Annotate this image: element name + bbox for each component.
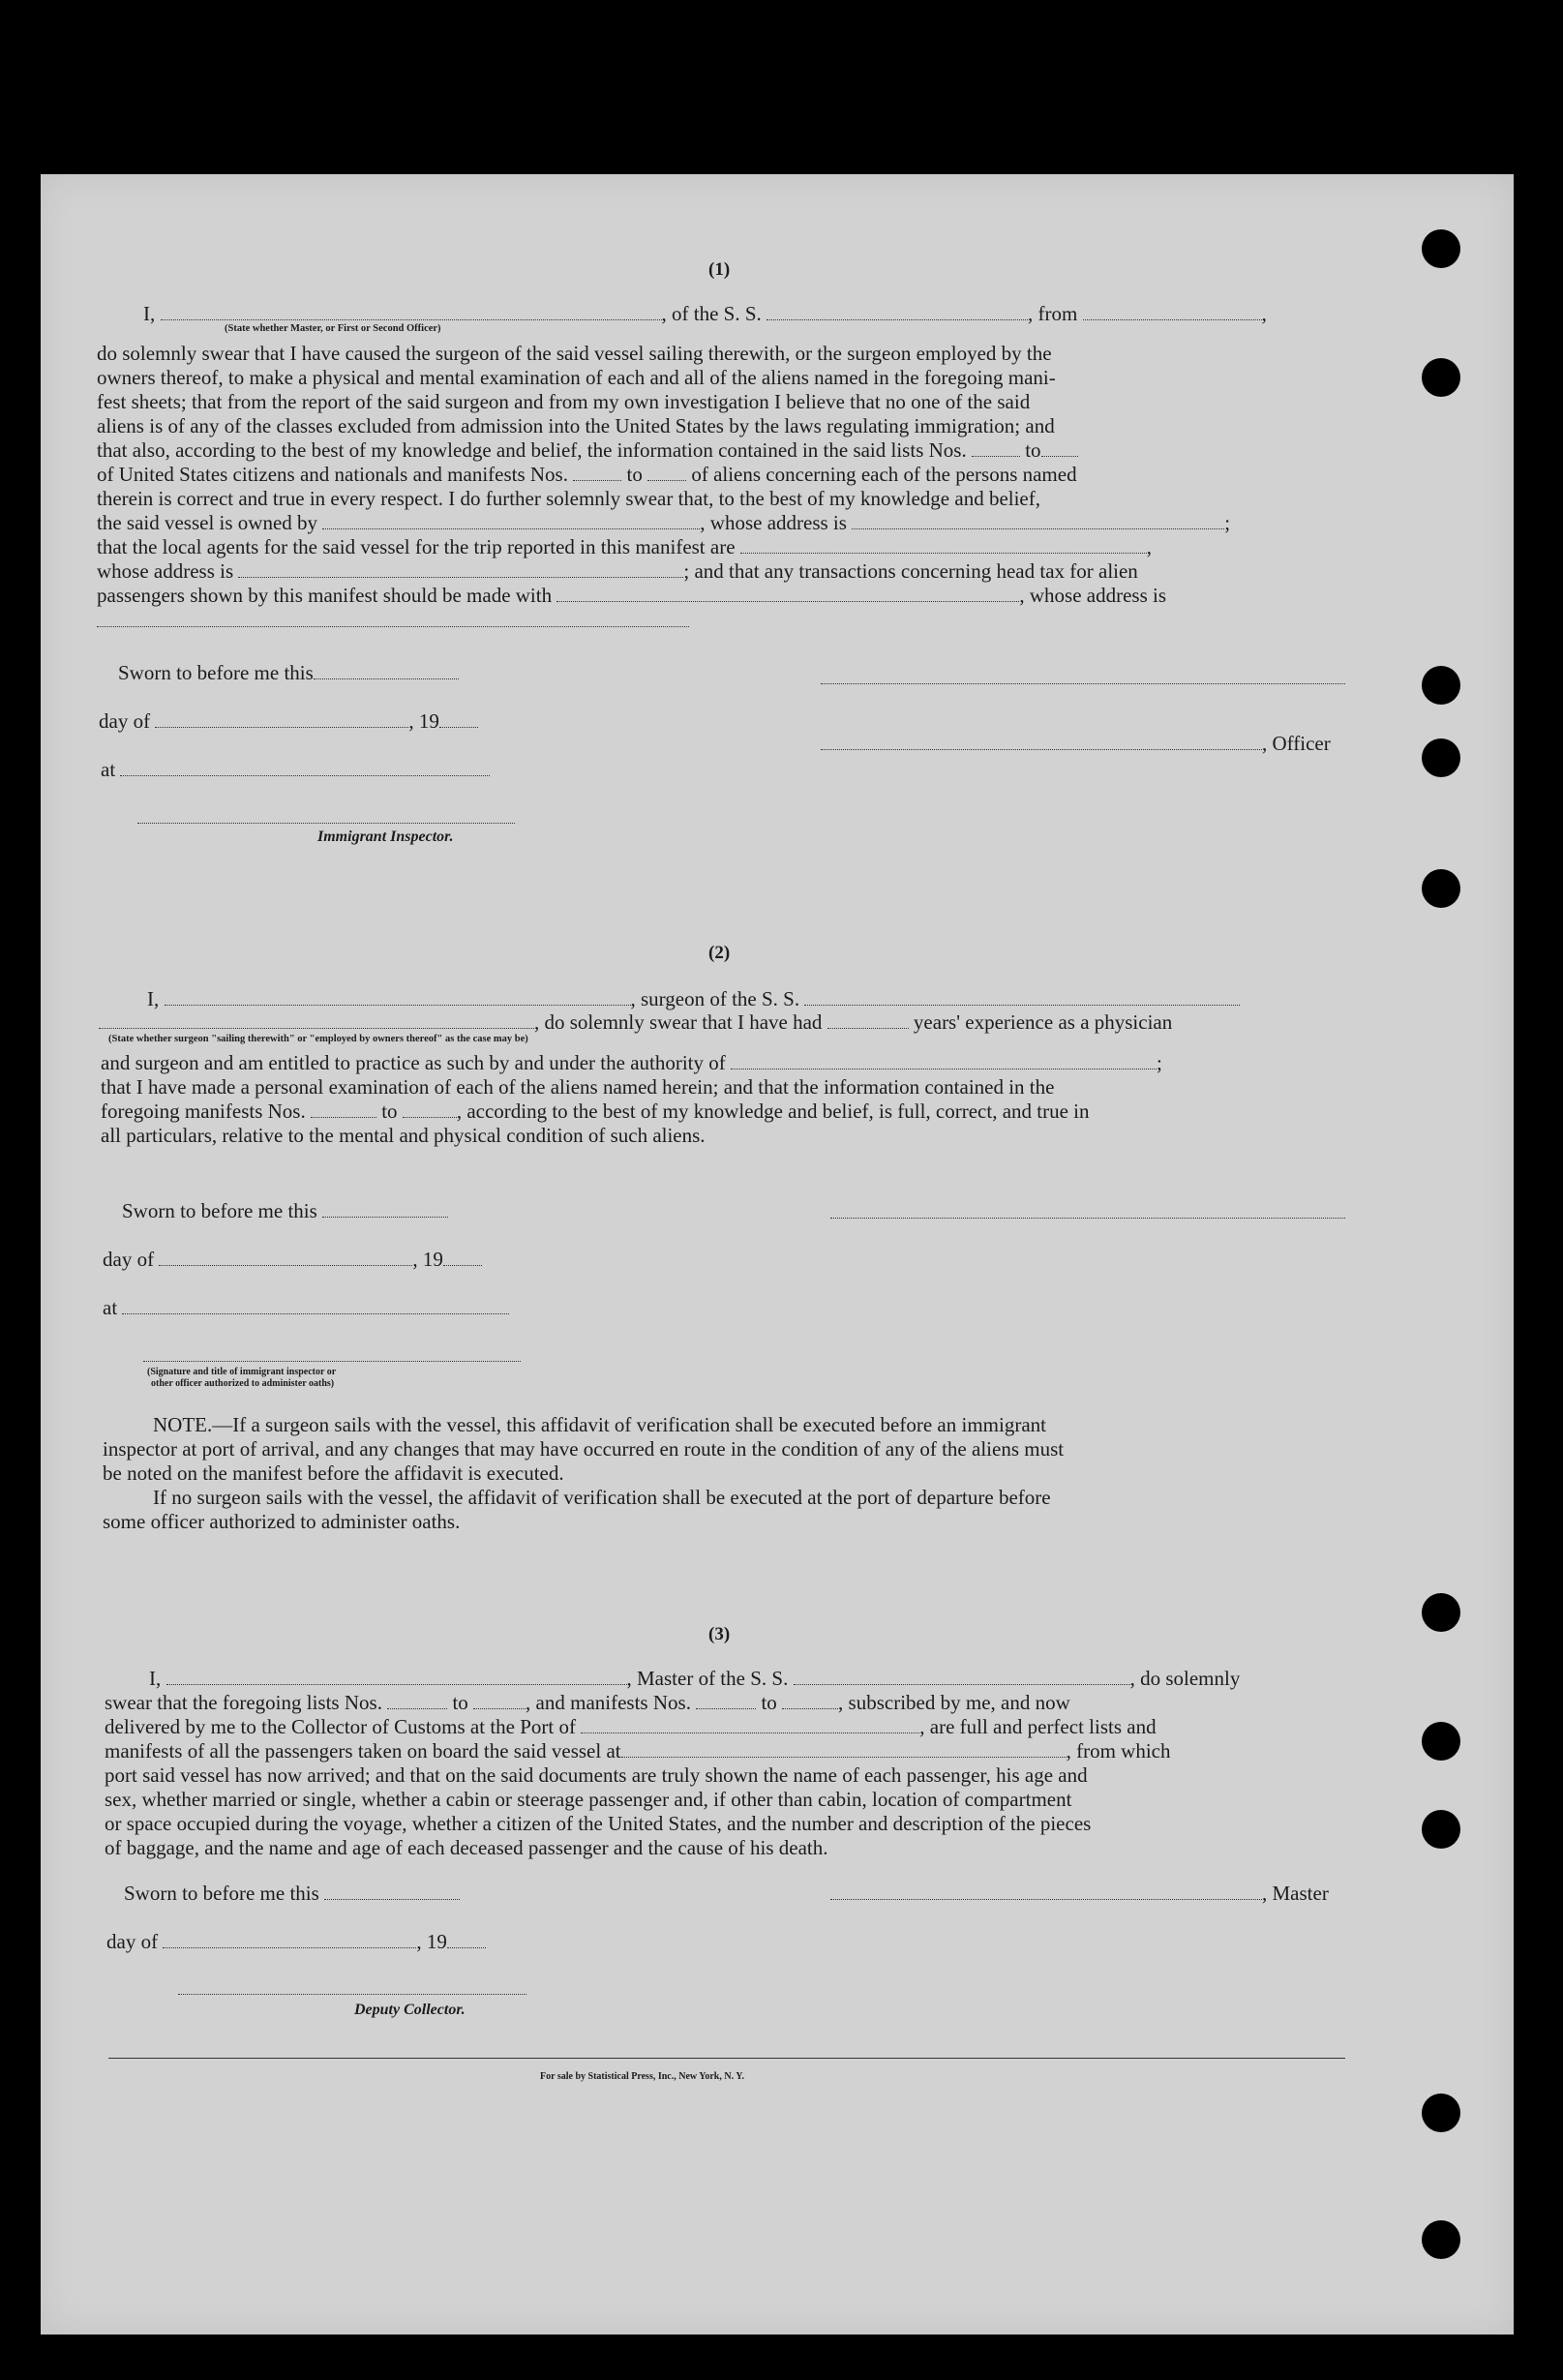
punch-hole xyxy=(1422,229,1460,268)
s1-para-line-6: of United States citizens and nationals and manifests Nos. to of aliens concerning each of the persons named xyxy=(97,463,1077,486)
s3-line-4: manifests of all the passengers taken on board the said vessel at , from which xyxy=(105,1739,1171,1762)
s3-day-of: day of , 19 xyxy=(106,1930,486,1953)
section-1-number: (1) xyxy=(708,259,731,280)
s2-para-line-1: and surgeon and am entitled to practice as such by and under the authority of ; xyxy=(101,1051,1162,1074)
s3-line-3: delivered by me to the Collector of Customs at the Port of , are full and perfect lists and xyxy=(105,1715,1157,1738)
s1-inspector-signature-line xyxy=(137,823,515,824)
s1-para-line-1: do solemnly swear that I have caused the surgeon of the said vessel sailing therewith, or the surgeon employed by the xyxy=(97,342,1052,365)
footer-imprint: For sale by Statistical Press, Inc., New York, N. Y. xyxy=(540,2071,745,2082)
s1-para-line-7: therein is correct and true in every respect. I do further solemnly swear that, to the best of my knowledge and belief, xyxy=(97,487,1040,510)
s2-surgeon-note: (State whether surgeon "sailing therewith" or "employed by owners thereof" as the case may be) xyxy=(108,1034,528,1044)
s3-sworn: Sworn to before me this xyxy=(124,1882,460,1905)
punch-hole xyxy=(1422,1810,1460,1849)
footer-rule xyxy=(108,2058,1345,2059)
punch-hole xyxy=(1422,2094,1460,2132)
s1-para-line-5: that also, according to the best of my knowledge and belief, the information contained in the said lists Nos. to xyxy=(97,438,1078,462)
s2-officer-signature-line xyxy=(143,1361,521,1362)
s3-para-line-3: or space occupied during the voyage, whether a citizen of the United States, and the number and description of the pieces xyxy=(105,1812,1092,1835)
punch-hole xyxy=(1422,738,1460,777)
s2-surgeon-signature-line xyxy=(830,1218,1345,1219)
s1-para-line-3: fest sheets; that from the report of the said surgeon and from my own investigation I believe that no one of the said xyxy=(97,390,1031,413)
s3-para-line-1: port said vessel has now arrived; and that on the said documents are truly shown the name of each passenger, his age and xyxy=(105,1763,1088,1787)
s2-para-line-4: all particulars, relative to the mental and physical condition of such aliens. xyxy=(101,1124,706,1147)
s3-collector-signature-line xyxy=(178,1994,526,1995)
s1-sworn: Sworn to before me this xyxy=(118,661,459,684)
s1-para-line-8: the said vessel is owned by , whose address is ; xyxy=(97,511,1231,534)
s1-para-line-4: aliens is of any of the classes excluded from admission into the United States by the laws regulating immigration; and xyxy=(97,414,1055,437)
s2-note-line-2: inspector at port of arrival, and any changes that may have occurred en route in the condition of any of the aliens must xyxy=(103,1437,1065,1461)
s3-line-2: swear that the foregoing lists Nos. to , and manifests Nos. to , subscribed by me, and now xyxy=(105,1691,1070,1714)
s2-note-line-1: NOTE.—If a surgeon sails with the vessel, this affidavit of verification shall be executed before an immigrant xyxy=(153,1413,1046,1436)
punch-hole xyxy=(1422,2220,1460,2259)
form-page xyxy=(41,174,1514,2335)
s2-note-line-4: If no surgeon sails with the vessel, the affidavit of verification shall be executed at the port of departure before xyxy=(153,1486,1051,1509)
s1-address-blank xyxy=(97,626,689,627)
s1-para-line-11: passengers shown by this manifest should be made with , whose address is xyxy=(97,584,1167,607)
s3-master-signature: , Master xyxy=(830,1882,1329,1905)
s2-sworn: Sworn to before me this xyxy=(122,1199,448,1222)
s2-at: at xyxy=(103,1296,509,1319)
section-2-number: (2) xyxy=(708,943,731,963)
punch-hole xyxy=(1422,666,1460,705)
s2-note-line-5: some officer authorized to administer oaths. xyxy=(103,1510,461,1533)
s2-line-1: I, , surgeon of the S. S. xyxy=(147,987,1240,1010)
s3-collector-caption: Deputy Collector. xyxy=(354,2002,466,2018)
s3-line-1: I, , Master of the S. S. , do solemnly xyxy=(149,1667,1241,1690)
s1-line-1: I, , of the S. S. , from , xyxy=(143,302,1267,325)
s2-para-line-3: foregoing manifests Nos. to , according to the best of my knowledge and belief, is full, correct, and true in xyxy=(101,1100,1090,1123)
s1-officer-signature: , Officer xyxy=(821,732,1331,755)
s2-signature-note-1: (Signature and title of immigrant inspector or xyxy=(147,1367,337,1377)
s1-at: at xyxy=(101,758,490,781)
s2-signature-note-2: other officer authorized to administer oaths) xyxy=(151,1378,335,1389)
s3-para-line-2: sex, whether married or single, whether a cabin or steerage passenger and, if other than cabin, location of compartment xyxy=(105,1788,1072,1811)
s1-signature-line-1 xyxy=(821,683,1345,684)
s2-para-line-2: that I have made a personal examination of each of the aliens named herein; and that the information contained in the xyxy=(101,1075,1055,1099)
s1-para-line-10: whose address is ; and that any transactions concerning head tax for alien xyxy=(97,559,1138,583)
s1-officer-note: (State whether Master, or First or Second Officer) xyxy=(225,323,441,334)
s3-para-line-4: of baggage, and the name and age of each deceased passenger and the cause of his death. xyxy=(105,1836,828,1859)
s2-note-line-3: be noted on the manifest before the affidavit is executed. xyxy=(103,1461,564,1485)
punch-hole xyxy=(1422,1593,1460,1632)
s2-day-of: day of , 19 xyxy=(103,1248,482,1271)
s1-inspector-caption: Immigrant Inspector. xyxy=(317,828,454,845)
s1-para-line-2: owners thereof, to make a physical and mental examination of each and all of the aliens named in the foregoing mani- xyxy=(97,366,1056,389)
punch-hole xyxy=(1422,869,1460,908)
punch-hole xyxy=(1422,1722,1460,1761)
s1-para-line-9: that the local agents for the said vessel for the trip reported in this manifest are , xyxy=(97,535,1153,558)
s2-line-2: , do solemnly swear that I have had years' experience as a physician xyxy=(99,1010,1172,1034)
s1-day-of: day of , 19 xyxy=(99,709,478,733)
section-3-number: (3) xyxy=(708,1624,731,1644)
punch-hole xyxy=(1422,358,1460,397)
